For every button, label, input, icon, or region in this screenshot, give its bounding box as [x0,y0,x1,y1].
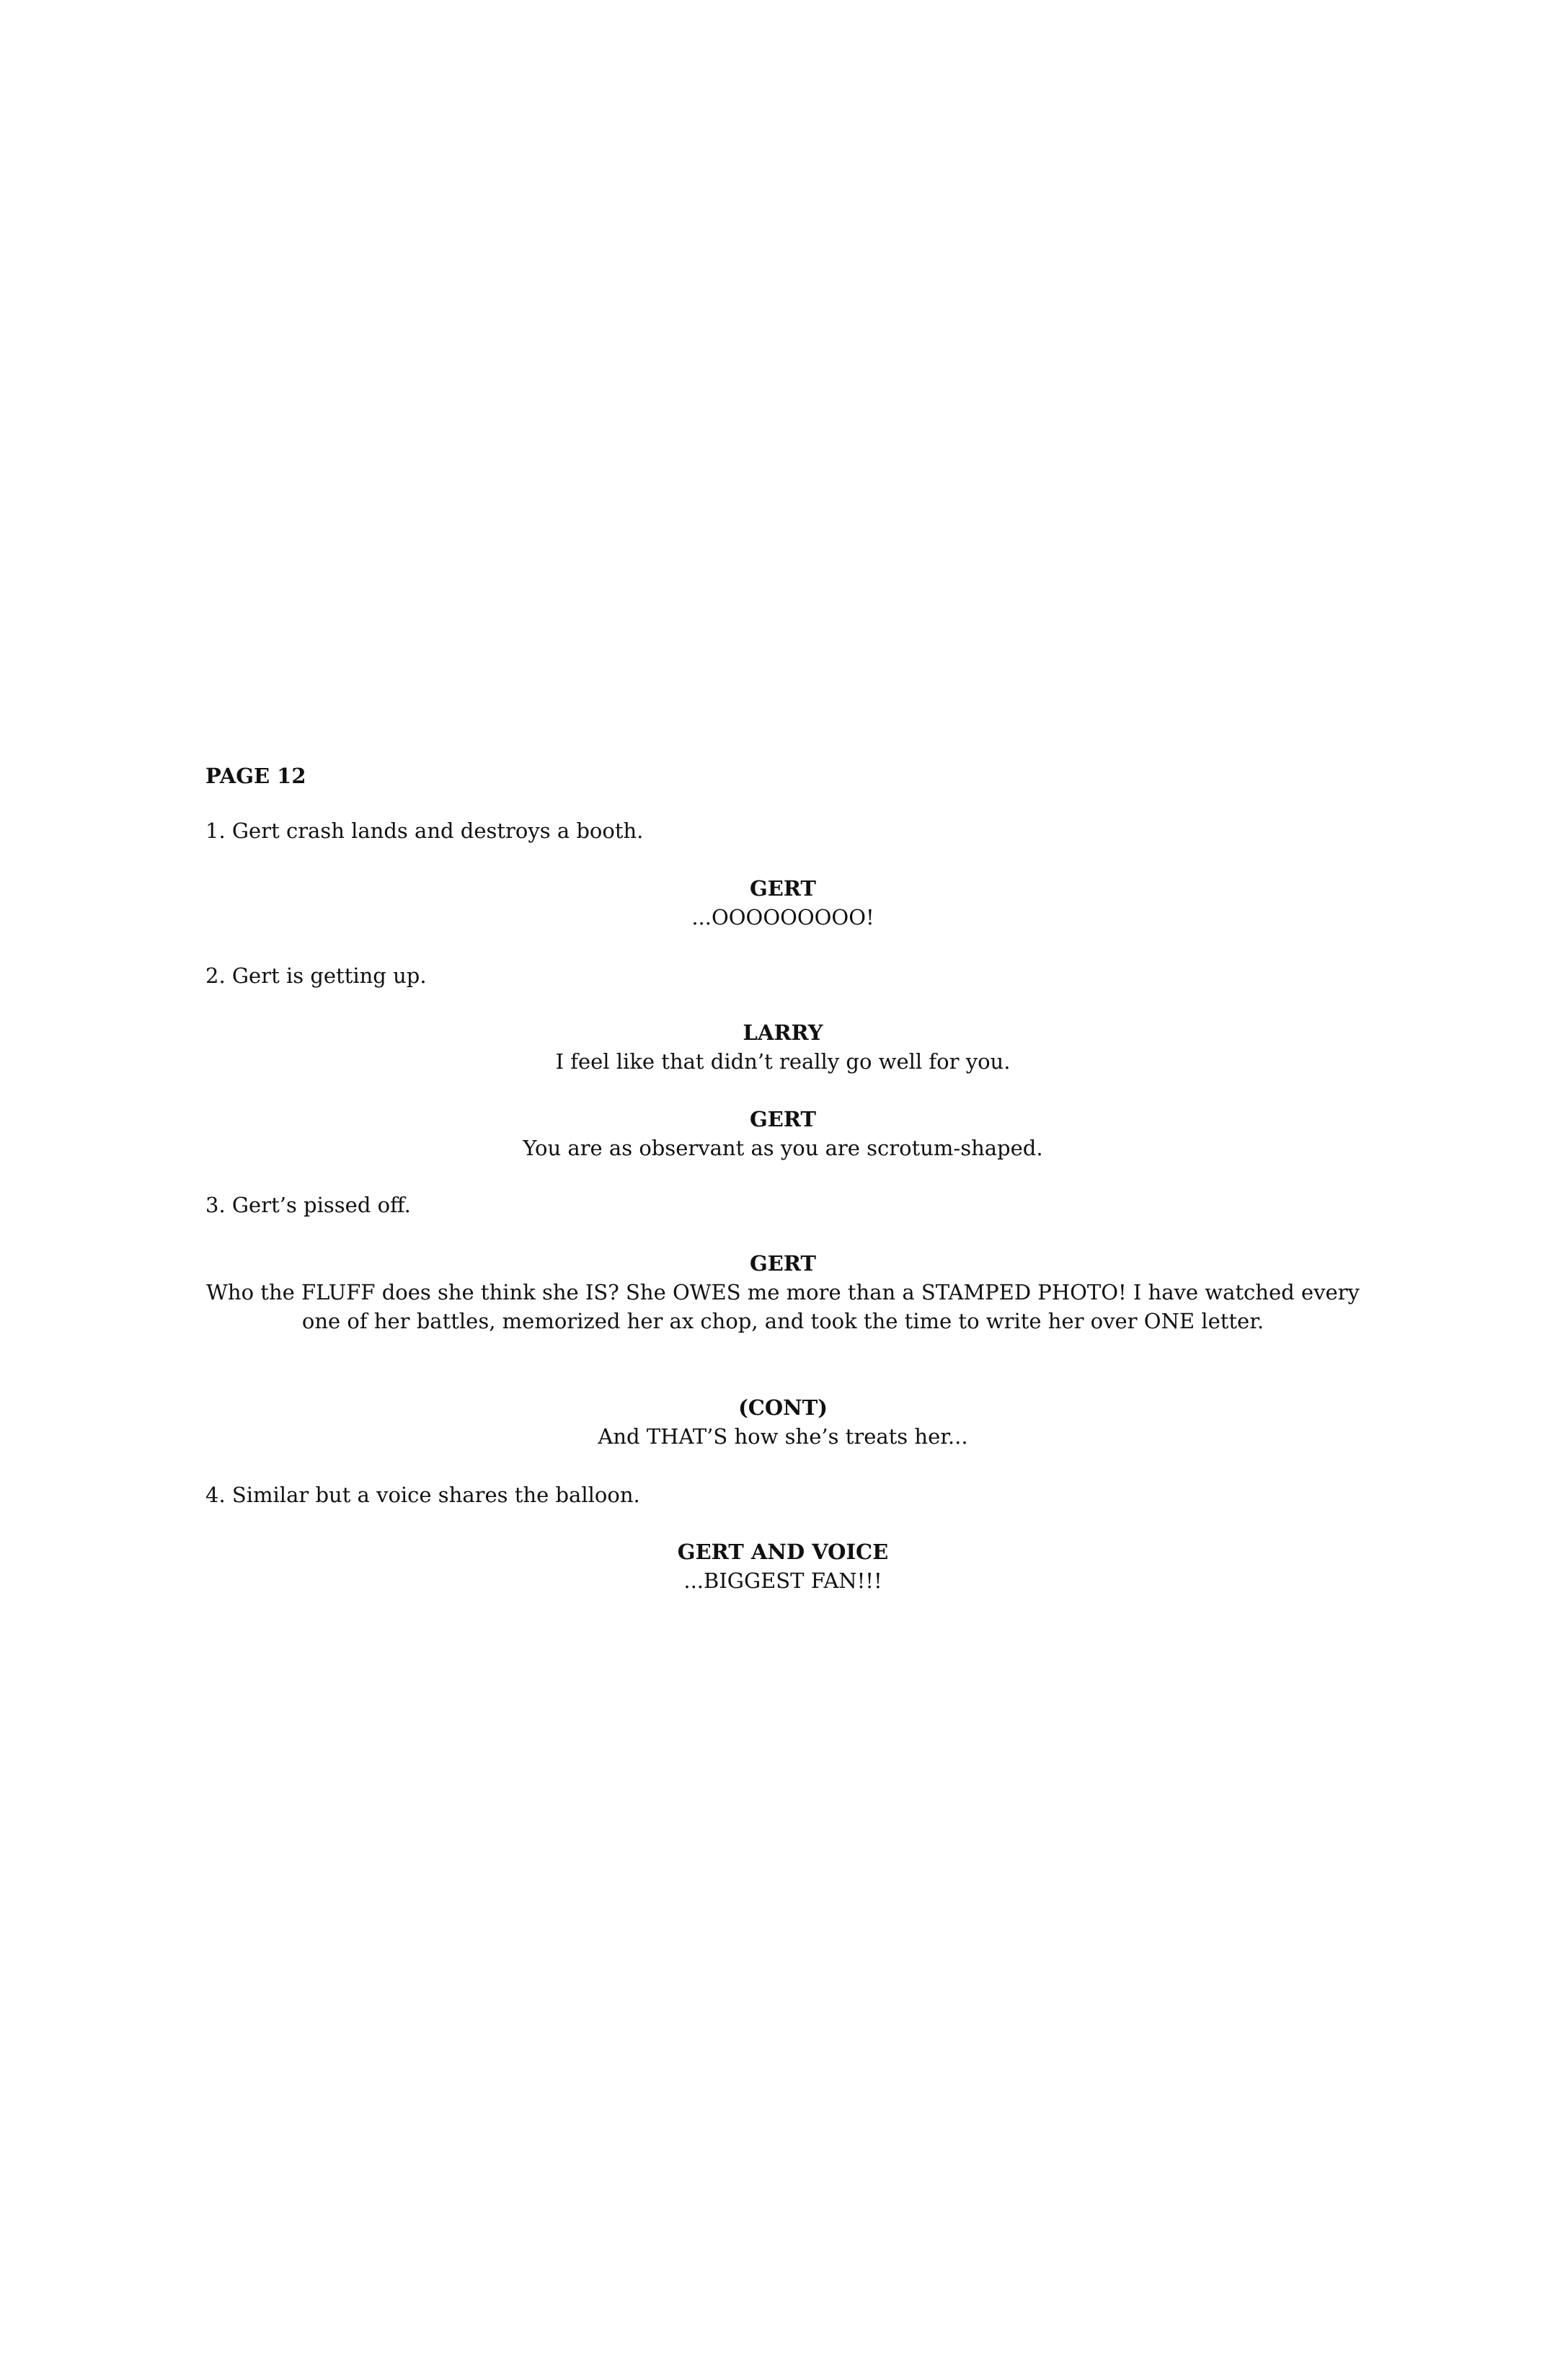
panel-description: 4. Similar but a voice shares the balloon. [205,1483,640,1507]
panel-description: 2. Gert is getting up. [205,963,427,988]
dialogue-block [205,1018,1360,1076]
dialogue-line: And THAT’S how she’s treats her... [598,1424,968,1449]
speaker-name: GERT [749,1107,817,1131]
panel-description: 1. Gert crash lands and destroys a booth. [205,818,644,843]
dialogue-block [205,874,1360,932]
dialogue-block [205,1105,1360,1162]
page-heading: PAGE 12 [205,764,306,788]
dialogue-line: ...OOOOOOOOO! [691,905,874,930]
speaker-name: LARRY [743,1020,823,1045]
speaker-name: (CONT) [738,1395,828,1420]
dialogue-line: Who the FLUFF does she think she IS? She OWES me more than a STAMPED PHOTO! I have watched every one of her battles, memorized her ax chop, and took the time to write her over ONE letter. [206,1280,1360,1333]
dialogue-line: I feel like that didn’t really go well for you. [555,1049,1011,1074]
dialogue-block [205,1537,1360,1595]
speaker-name: GERT AND VOICE [677,1540,889,1564]
dialogue-block [205,1249,1360,1336]
dialogue-line: You are as observant as you are scrotum-shaped. [523,1136,1043,1160]
speaker-name: GERT [749,1251,817,1276]
panel-description: 3. Gert’s pissed off. [205,1193,411,1217]
speaker-name: GERT [749,876,817,901]
dialogue-line: ...BIGGEST FAN!!! [683,1568,882,1593]
dialogue-block [205,1393,1360,1451]
